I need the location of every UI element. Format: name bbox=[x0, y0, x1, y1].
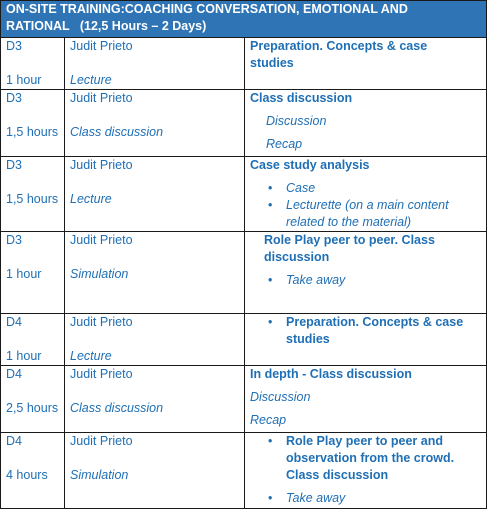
duration-label: 1 hour bbox=[6, 73, 42, 87]
table-row bbox=[1, 157, 487, 232]
trainer-cell bbox=[65, 314, 245, 366]
format-label: Class discussion bbox=[70, 401, 164, 415]
bullet-text: Take away bbox=[286, 273, 346, 287]
bullet-text: Case bbox=[286, 181, 316, 195]
day-cell bbox=[1, 433, 65, 509]
bullet-icon: • bbox=[268, 491, 273, 505]
bullet-icon: • bbox=[268, 181, 273, 195]
day-label: D3 bbox=[6, 39, 22, 53]
trainer-cell bbox=[65, 366, 245, 433]
activity-title: In depth - Class discussion bbox=[250, 367, 412, 381]
format-label: Lecture bbox=[70, 73, 112, 87]
activity-title: Case study analysis bbox=[250, 158, 370, 172]
activity-cell bbox=[245, 90, 487, 157]
duration-label: 1 hour bbox=[6, 267, 42, 281]
activity-cell bbox=[245, 38, 487, 90]
day-label: D4 bbox=[6, 367, 22, 381]
table-title bbox=[1, 1, 487, 38]
bullet-text: Lecturette (on a main content related to the material) bbox=[286, 198, 449, 229]
day-cell bbox=[1, 90, 65, 157]
table-row bbox=[1, 90, 487, 157]
bullet-text: Preparation. Concepts & case studies bbox=[286, 315, 464, 346]
trainer-name: Judit Prieto bbox=[70, 434, 133, 448]
bullet-item bbox=[250, 314, 486, 348]
bullet-icon: • bbox=[268, 198, 273, 212]
table-row bbox=[1, 314, 487, 366]
day-label: D3 bbox=[6, 233, 22, 247]
duration-label: 2,5 hours bbox=[6, 401, 59, 415]
table-title-line-2: RATIONAL (12,5 Hours – 2 Days) bbox=[6, 19, 207, 33]
day-label: D3 bbox=[6, 158, 22, 172]
format-label: Lecture bbox=[70, 192, 112, 206]
day-cell bbox=[1, 157, 65, 232]
trainer-cell bbox=[65, 38, 245, 90]
activity-title: Role Play peer to peer. Class discussion bbox=[264, 233, 435, 264]
format-label: Simulation bbox=[70, 267, 129, 281]
trainer-cell bbox=[65, 232, 245, 314]
activity-title: Preparation. Concepts & case studies bbox=[250, 39, 428, 70]
day-cell bbox=[1, 38, 65, 90]
trainer-name: Judit Prieto bbox=[70, 39, 133, 53]
format-label: Simulation bbox=[70, 468, 129, 482]
trainer-name: Judit Prieto bbox=[70, 158, 133, 172]
bullet-text: Take away bbox=[286, 491, 346, 505]
day-cell bbox=[1, 366, 65, 433]
day-label: D4 bbox=[6, 315, 22, 329]
table-row bbox=[1, 38, 487, 90]
bullet-item bbox=[250, 180, 486, 197]
activity-sub-item: Discussion bbox=[266, 114, 327, 128]
activity-cell bbox=[245, 433, 487, 509]
trainer-cell bbox=[65, 90, 245, 157]
duration-label: 1 hour bbox=[6, 349, 42, 363]
bullet-icon: • bbox=[268, 315, 273, 329]
bullet-item bbox=[250, 272, 486, 289]
bullet-item bbox=[250, 433, 486, 484]
day-label: D4 bbox=[6, 434, 22, 448]
format-label: Class discussion bbox=[70, 125, 164, 139]
table-row bbox=[1, 366, 487, 433]
table-header-row bbox=[1, 1, 487, 38]
table-row bbox=[1, 433, 487, 509]
trainer-name: Judit Prieto bbox=[70, 233, 133, 247]
activity-cell bbox=[245, 157, 487, 232]
activity-cell bbox=[245, 232, 487, 314]
activity-sub-item: Recap bbox=[250, 413, 287, 427]
table-title-line-1: ON-SITE TRAINING:COACHING CONVERSATION, EMOTIONAL AND bbox=[6, 2, 408, 16]
duration-label: 1,5 hours bbox=[6, 192, 59, 206]
trainer-name: Judit Prieto bbox=[70, 91, 133, 105]
activity-sub-item: Discussion bbox=[250, 390, 311, 404]
bullet-icon: • bbox=[268, 273, 273, 287]
day-label: D3 bbox=[6, 91, 22, 105]
format-label: Lecture bbox=[70, 349, 112, 363]
day-cell bbox=[1, 314, 65, 366]
trainer-name: Judit Prieto bbox=[70, 315, 133, 329]
bullet-item bbox=[250, 197, 486, 231]
activity-cell bbox=[245, 366, 487, 433]
schedule-body bbox=[1, 38, 487, 509]
bullet-text: Role Play peer to peer and observation from the crowd. Class discussion bbox=[286, 434, 455, 482]
day-cell bbox=[1, 232, 65, 314]
table-row bbox=[1, 232, 487, 314]
activity-title: Class discussion bbox=[250, 91, 353, 105]
activity-cell bbox=[245, 314, 487, 366]
trainer-cell bbox=[65, 157, 245, 232]
activity-sub-item: Recap bbox=[266, 137, 303, 151]
bullet-icon: • bbox=[268, 434, 273, 448]
duration-label: 1,5 hours bbox=[6, 125, 59, 139]
duration-label: 4 hours bbox=[6, 468, 48, 482]
trainer-name: Judit Prieto bbox=[70, 367, 133, 381]
bullet-item bbox=[250, 490, 486, 507]
trainer-cell bbox=[65, 433, 245, 509]
